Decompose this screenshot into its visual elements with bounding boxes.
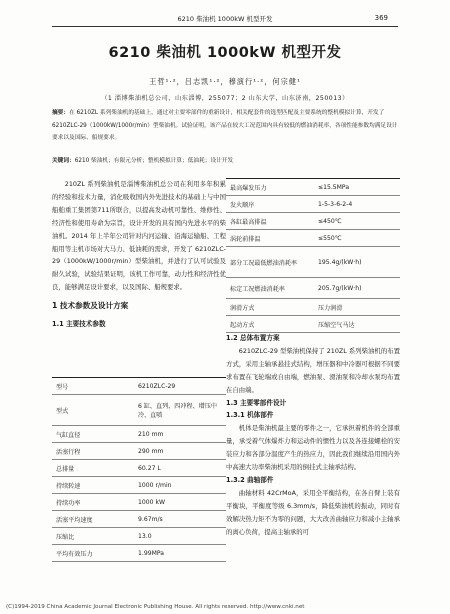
param-value-cell: 13.0 xyxy=(138,532,152,540)
abstract xyxy=(52,107,398,145)
table-row xyxy=(226,179,400,196)
keywords xyxy=(52,156,398,166)
param-name-cell: 活塞行程 xyxy=(56,448,81,456)
param-name-cell: 持续转速 xyxy=(56,482,81,490)
param-value-cell: 1000 kW xyxy=(138,498,165,506)
param-value-cell: 压缩空气马达 xyxy=(318,321,355,329)
param-name-cell: 活塞平均速度 xyxy=(56,516,93,524)
table-row xyxy=(226,299,400,316)
param-value-cell: 6 缸、直列、四冲程、增压中冷、直喷 xyxy=(138,403,217,419)
param-value-cell: 压力润滑 xyxy=(318,304,343,312)
table-row xyxy=(226,247,400,278)
tech-params-table-continued xyxy=(226,178,400,333)
abstract-label: 摘要： xyxy=(52,110,70,116)
table-row xyxy=(52,443,226,460)
table-row xyxy=(226,278,400,299)
param-value-cell: 9.67m/s xyxy=(138,515,163,523)
table-row xyxy=(226,196,400,213)
affiliation: （1 淄博柴油机总公司，山东淄博，255077；2 山东大学，山东济南，250013） xyxy=(101,95,349,102)
table-row xyxy=(52,426,226,443)
param-name-cell: 各缸最高排温 xyxy=(230,218,267,226)
table-row xyxy=(52,460,226,477)
section-heading-1: 1 技术参数及设计方案 xyxy=(52,301,129,311)
page-number: 369 xyxy=(374,14,388,22)
param-name-cell: 最高爆发压力 xyxy=(230,184,267,192)
param-value-cell: 195.4g/(kW·h) xyxy=(318,258,362,266)
table-row xyxy=(226,230,400,247)
param-name-cell: 涡轮前排温 xyxy=(230,235,261,243)
subsection-heading-1-3-2: 1.3.2 曲轴部件 xyxy=(226,475,274,484)
table-row xyxy=(52,378,226,395)
param-value-cell: 210 mm xyxy=(138,430,164,438)
layout-paragraph: 6210ZLC-29 型柴油机保持了 210ZL 系列柴油机的布置方式，采用主轴承悬挂式结构，增压器和中冷器可根据不同要求布置在飞轮端或自由端，燃油泵、滑油泵和冷却水泵均布置在自由端。 xyxy=(226,346,400,394)
running-header xyxy=(0,4,450,24)
keywords-label: 关键词： xyxy=(52,158,75,164)
table-row xyxy=(226,213,400,230)
table-row xyxy=(52,528,226,545)
param-name-cell: 起动方式 xyxy=(230,321,255,329)
param-name-cell: 型号 xyxy=(56,383,69,391)
subsection-heading-1-3: 1.3 主要零部件设计 xyxy=(226,398,287,407)
subsection-heading-1-1: 1.1 主要技术参数 xyxy=(52,320,106,329)
table-row xyxy=(52,477,226,494)
keywords-text: 6210 柴油机；有限元分析；整机模拟计算；低油耗；设计开发 xyxy=(74,158,234,164)
block-paragraph: 机体是柴油机最主要的零件之一，它承担着机件的全部重量，承受着气体爆炸力和运动件的惯性力以及各连接螺栓的安装应力和各部分温度产生的热应力，因此我们继续沿用国内外中高速大功率柴油机采用的倒挂式主轴承结构。 xyxy=(226,424,400,472)
param-value-cell: 1.99MPa xyxy=(138,549,164,557)
copyright-footer: (C)1994-2019 China Academic Journal Electronic Publishing House. All rights reserved. http://www.cnki.net xyxy=(6,604,305,610)
param-name-cell: 发火顺序 xyxy=(230,201,255,209)
right-column xyxy=(226,332,400,539)
crankshaft-paragraph: 曲轴材料 42CrMoA，采用全平衡结构，在各自臂上装有平衡块，平衡度等级 6.3mm/s，降低柴油机的振动，同时有效解决热力矩不为零的问题，大大改善曲轴应力和减小主轴承的离心负荷，提高主轴承的可 xyxy=(226,488,400,536)
param-name-cell: 压缩比 xyxy=(56,533,75,541)
subsection-heading-1-2: 1.2 总体布置方案 xyxy=(226,334,280,342)
header-rule xyxy=(52,26,398,27)
param-value-cell: 6210ZLC-29 xyxy=(138,382,176,390)
abstract-text: 在 6210ZL 系列柴油机的基础上，通过对主要零部件的重新设计，相关配套件的选型匹配及主要系统的整机模拟计算，开发了 6210ZLC-29（1000kW/1000r/min）型柴油机。试验证明，该产品在较大工况范围内具有较低的燃油消耗率，各项性能参数均满足设计要求以及国际、船规要求。 xyxy=(52,110,398,141)
table-row xyxy=(226,316,400,333)
param-name-cell: 部分工况最低燃油消耗率 xyxy=(230,259,298,267)
param-name-cell: 总排量 xyxy=(56,465,75,473)
param-name-cell: 型式 xyxy=(56,407,69,415)
subsection-heading-1-3-1: 1.3.1 机体部件 xyxy=(226,411,274,420)
table-row xyxy=(52,511,226,528)
table-row xyxy=(52,545,226,562)
param-name-cell: 平均有效压力 xyxy=(56,550,93,558)
param-value-cell: 290 mm xyxy=(138,447,164,455)
param-value-cell: ≤550℃ xyxy=(318,234,342,242)
authors: 王哲¹·²，吕志凯¹·²，穆演行¹·²，何宗健¹ xyxy=(149,77,301,86)
paper-title: 6210 柴油机 1000kW 机型开发 xyxy=(108,45,342,61)
intro-paragraph: 210ZL 系列柴油机是淄博柴油机总公司在利用多年积累的经验和技术力量，消化吸收国内外先进技术的基础上与中国船舶重工集团第711所联合，以提高发动机可靠性、维修性、经济性和使用寿命为宗旨，设计开发的具有国内先进水平的柴油机。2014 年上半年公司针对内河运输、沿海运输船、工程船用等主机市场对大马力、低油耗的需求，开发了 6210ZLC-29（1000kW/1000r/min）型柴油机，并进行了认可试验及耐久试验，试验结果证明，该机工作可靠，动力性和经济性优良，能够满足设计要求，以及国际、船规要求。 xyxy=(52,180,226,292)
param-name-cell: 气缸直径 xyxy=(56,431,81,439)
param-name-cell: 持续功率 xyxy=(56,499,81,507)
param-value-cell: 60.27 L xyxy=(138,464,161,472)
table-row xyxy=(52,494,226,511)
param-value-cell: ≤450℃ xyxy=(318,217,342,225)
param-name-cell: 标定工况燃油消耗率 xyxy=(230,285,285,293)
running-header-title: 6210 柴油机 1000kW 机型开发 xyxy=(177,15,273,23)
tech-params-table xyxy=(52,377,226,562)
param-value-cell: ≤15.5MPa xyxy=(318,183,350,191)
param-value-cell: 1-5-3-6-2-4 xyxy=(318,200,353,208)
param-value-cell: 1000 r/min xyxy=(138,481,172,489)
left-column xyxy=(52,178,226,331)
param-name-cell: 润滑方式 xyxy=(230,304,255,312)
param-value-cell: 205.7g/(kW·h) xyxy=(318,284,362,292)
table-row xyxy=(52,395,226,426)
